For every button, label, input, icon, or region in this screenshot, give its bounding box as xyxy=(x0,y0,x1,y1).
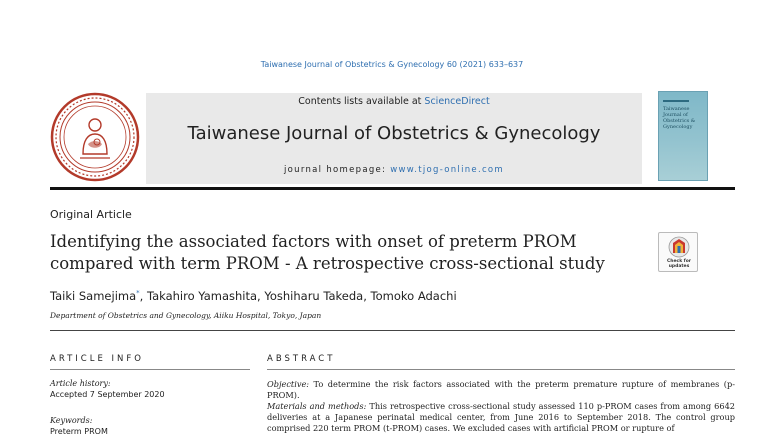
abstract-heading: ABSTRACT xyxy=(267,354,336,364)
abstract-body xyxy=(267,379,735,434)
abstract-rule xyxy=(267,369,735,370)
abstract-methods xyxy=(267,401,735,434)
author-name: Tomoko Adachi xyxy=(370,289,457,303)
objective-label: Objective: xyxy=(267,379,310,389)
contents-available-line xyxy=(146,96,642,107)
keywords-block xyxy=(50,415,108,437)
journal-homepage-link[interactable]: www.tjog-online.com xyxy=(390,165,505,175)
check-for-updates-badge[interactable] xyxy=(658,232,698,272)
header-rule xyxy=(50,187,735,190)
article-type: Original Article xyxy=(50,208,132,221)
journal-cover-thumbnail[interactable] xyxy=(658,91,708,181)
journal-homepage-line xyxy=(146,165,642,175)
methods-text: This retrospective cross-sectional study assessed 110 p-PROM cases from among 6642 deliveries at a Japanese perinatal medical center, from June 2016 to September 2018. The control group comprised 220 term PROM (t-PROM) cases. We excluded cases with artificial PROM or rupture of xyxy=(267,401,736,433)
author-separator: , xyxy=(257,289,265,303)
journal-masthead xyxy=(146,93,642,184)
article-info-rule xyxy=(50,369,250,370)
society-seal-logo xyxy=(50,92,140,182)
objective-text: To determine the risk factors associated with the preterm premature rupture of membranes (p-PROM). xyxy=(267,379,735,400)
author-list xyxy=(50,289,457,303)
author-separator: , xyxy=(363,289,371,303)
crossmark-icon xyxy=(659,233,699,259)
check-for-updates-label: Check for updates xyxy=(666,259,692,269)
methods-label: Materials and methods: xyxy=(267,401,367,411)
author-affiliation: Department of Obstetrics and Gynecology, Aiiku Hospital, Tokyo, Japan xyxy=(50,311,322,320)
article-title: Identifying the associated factors with onset of preterm PROM compared with term PROM - A retrospective cross-sectional study xyxy=(50,232,605,273)
cover-title: Taiwanese Journal of Obstetrics & Gynecology xyxy=(663,106,696,130)
author-name: Yoshiharu Takeda xyxy=(264,289,364,303)
article-history-label: Article history: xyxy=(50,379,111,388)
article-history xyxy=(50,378,165,400)
author-separator: , xyxy=(139,289,147,303)
article-history-value: Accepted 7 September 2020 xyxy=(50,390,165,399)
keywords-label: Keywords: xyxy=(50,416,93,425)
contents-prefix: Contents lists available at xyxy=(298,96,425,107)
journal-citation: Taiwanese Journal of Obstetrics & Gynecology 60 (2021) 633–637 xyxy=(260,60,524,69)
sciencedirect-link[interactable]: ScienceDirect xyxy=(424,96,490,107)
homepage-prefix: journal homepage: xyxy=(283,165,391,175)
author-name: Taiki Samejima xyxy=(50,289,137,303)
section-rule xyxy=(50,330,735,331)
journal-title: Taiwanese Journal of Obstetrics & Gynecology xyxy=(187,123,601,144)
keyword-item: Preterm PROM xyxy=(50,427,108,436)
abstract-objective xyxy=(267,379,735,401)
author-name: Takahiro Yamashita xyxy=(146,289,258,303)
corresponding-author-mark[interactable]: * xyxy=(136,289,140,298)
article-info-heading: ARTICLE INFO xyxy=(50,354,144,364)
cover-title-bar xyxy=(663,100,689,102)
